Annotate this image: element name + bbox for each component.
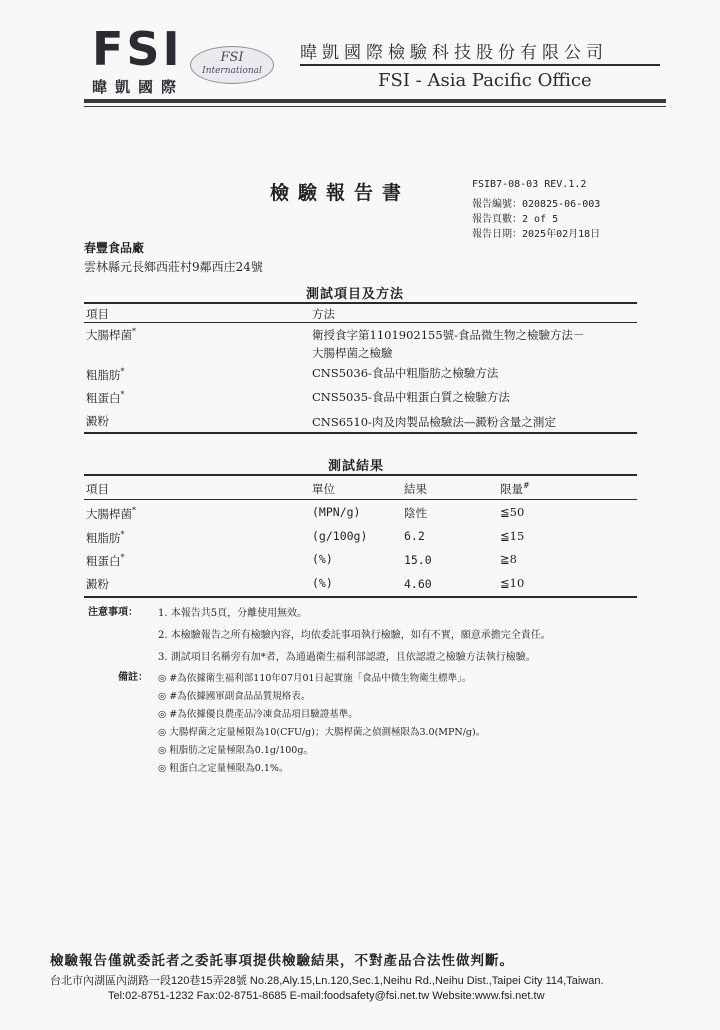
methods-row-item: 澱粉 — [86, 414, 109, 428]
methods-row-method: CNS6510-肉及肉製品檢驗法—澱粉含量之測定 — [312, 415, 556, 429]
company-name-chinese: 暐凱國際檢驗科技股份有限公司 — [300, 43, 608, 63]
results-header-item: 項目 — [86, 482, 109, 496]
methods-row-method-cont: 大腸桿菌之檢驗 — [312, 346, 393, 360]
results-row-item: 粗脂肪* — [86, 530, 125, 545]
client-address: 雲林縣元長鄉西莊村9鄰西庄24號 — [84, 260, 263, 274]
methods-row-item: 大腸桿菌* — [86, 327, 136, 342]
methods-row-item: 粗脂肪* — [86, 367, 125, 382]
results-row-limit: ≦10 — [500, 576, 525, 590]
note-item: 3. 測試項目名稱旁有加*者，為通過衛生福利部認證，且依認證之檢驗方法執行檢驗。 — [158, 652, 536, 663]
form-code: FSIB7-08-03 REV.1.2 — [472, 179, 587, 190]
results-row-item: 大腸桿菌* — [86, 506, 136, 521]
company-name-english: FSI - Asia Pacific Office — [378, 70, 592, 91]
results-row-result: 4.60 — [404, 577, 432, 591]
footer-contact: Tel:02-8751-1232 Fax:02-8751-8685 E-mail:foodsafety@fsi.net.tw Website:www.fsi.net.tw — [108, 990, 545, 1002]
results-row-item: 粗蛋白* — [86, 553, 125, 568]
fsi-logo-chinese: 暐凱國際 — [92, 78, 185, 96]
methods-row-method: 衛授食字第1101902155號-食品微生物之檢驗方法－ — [312, 328, 585, 342]
results-row-limit: ≦15 — [500, 529, 525, 543]
document-title: 檢驗報告書 — [270, 182, 411, 204]
results-row-unit: (g/100g) — [312, 529, 368, 543]
results-row-unit: (MPN/g) — [312, 505, 361, 519]
methods-row-method: CNS5036-食品中粗脂肪之檢驗方法 — [312, 366, 499, 380]
results-row-item: 澱粉 — [86, 577, 109, 591]
results-bottom-rule — [84, 596, 637, 598]
results-row-result: 陰性 — [404, 506, 427, 520]
methods-header-rule — [84, 322, 637, 323]
report-number: 報告編號：020825-06-003 — [472, 199, 601, 210]
remark-item: ◎ 粗脂肪之定量極限為0.1g/100g。 — [158, 745, 313, 756]
results-header-rule — [84, 499, 637, 500]
methods-bottom-rule — [84, 432, 637, 434]
remark-item: ◎ #為依據衛生福利部110年07月01日起實施「食品中微生物衛生標準」。 — [158, 673, 472, 684]
remark-item: ◎ 大腸桿菌之定量極限為10(CFU/g)；大腸桿菌之偵測極限為3.0(MPN/g)。 — [158, 727, 486, 738]
results-header-result: 結果 — [404, 482, 427, 496]
results-top-rule — [84, 474, 637, 476]
results-section-title: 測試結果 — [328, 459, 385, 474]
report-date: 報告日期：2025年02月18日 — [472, 229, 601, 240]
note-item: 2. 本檢驗報告之所有檢驗內容，均依委託事項執行檢驗，如有不實，願意承擔完全責任。 — [158, 630, 551, 641]
client-name: 春豐食品廠 — [84, 241, 145, 255]
results-row-limit: ≧8 — [500, 552, 517, 566]
badge-bottom-text: International — [202, 66, 262, 76]
note-item: 1. 本報告共5頁，分離使用無效。 — [158, 608, 308, 619]
footer-disclaimer: 檢驗報告僅就委託者之委託事項提供檢驗結果，不對產品合法性做判斷。 — [50, 953, 514, 969]
header-divider — [300, 64, 660, 66]
results-row-limit: ≦50 — [500, 505, 525, 519]
remark-item: ◎ 粗蛋白之定量極限為0.1%。 — [158, 763, 289, 774]
methods-row-method: CNS5035-食品中粗蛋白質之檢驗方法 — [312, 390, 510, 404]
methods-top-rule — [84, 302, 637, 304]
results-header-unit: 單位 — [312, 482, 335, 496]
methods-header-item: 項目 — [86, 307, 109, 321]
methods-section-title: 測試項目及方法 — [306, 287, 405, 302]
results-row-unit: (%) — [312, 576, 333, 590]
header-rule-thick — [84, 99, 666, 103]
remark-item: ◎ #為依據優良農產品冷凍食品項目驗證基準。 — [158, 709, 358, 720]
badge-top-text: FSI — [220, 50, 244, 65]
results-row-result: 15.0 — [404, 553, 432, 567]
methods-header-method: 方法 — [312, 307, 335, 321]
fsi-logo: FSI — [92, 22, 183, 76]
methods-row-item: 粗蛋白* — [86, 390, 125, 405]
notes-label: 注意事項： — [88, 607, 138, 618]
header-rule-thin — [84, 106, 666, 107]
remarks-label: 備註： — [118, 672, 148, 683]
results-row-result: 6.2 — [404, 529, 425, 543]
footer-address: 台北市內湖區內湖路一段120巷15弄28號 No.28,Aly.15,Ln.120,Sec.1,Neihu Rd.,Neihu Dist.,Taipei City 114,Taiwan. — [50, 975, 604, 987]
fsi-international-badge — [190, 46, 274, 84]
report-pages: 報告頁數：2 of 5 — [472, 214, 559, 225]
results-header-limit: 限量# — [500, 481, 530, 496]
results-row-unit: (%) — [312, 552, 333, 566]
remark-item: ◎ #為依據國軍副食品品質規格表。 — [158, 691, 311, 702]
